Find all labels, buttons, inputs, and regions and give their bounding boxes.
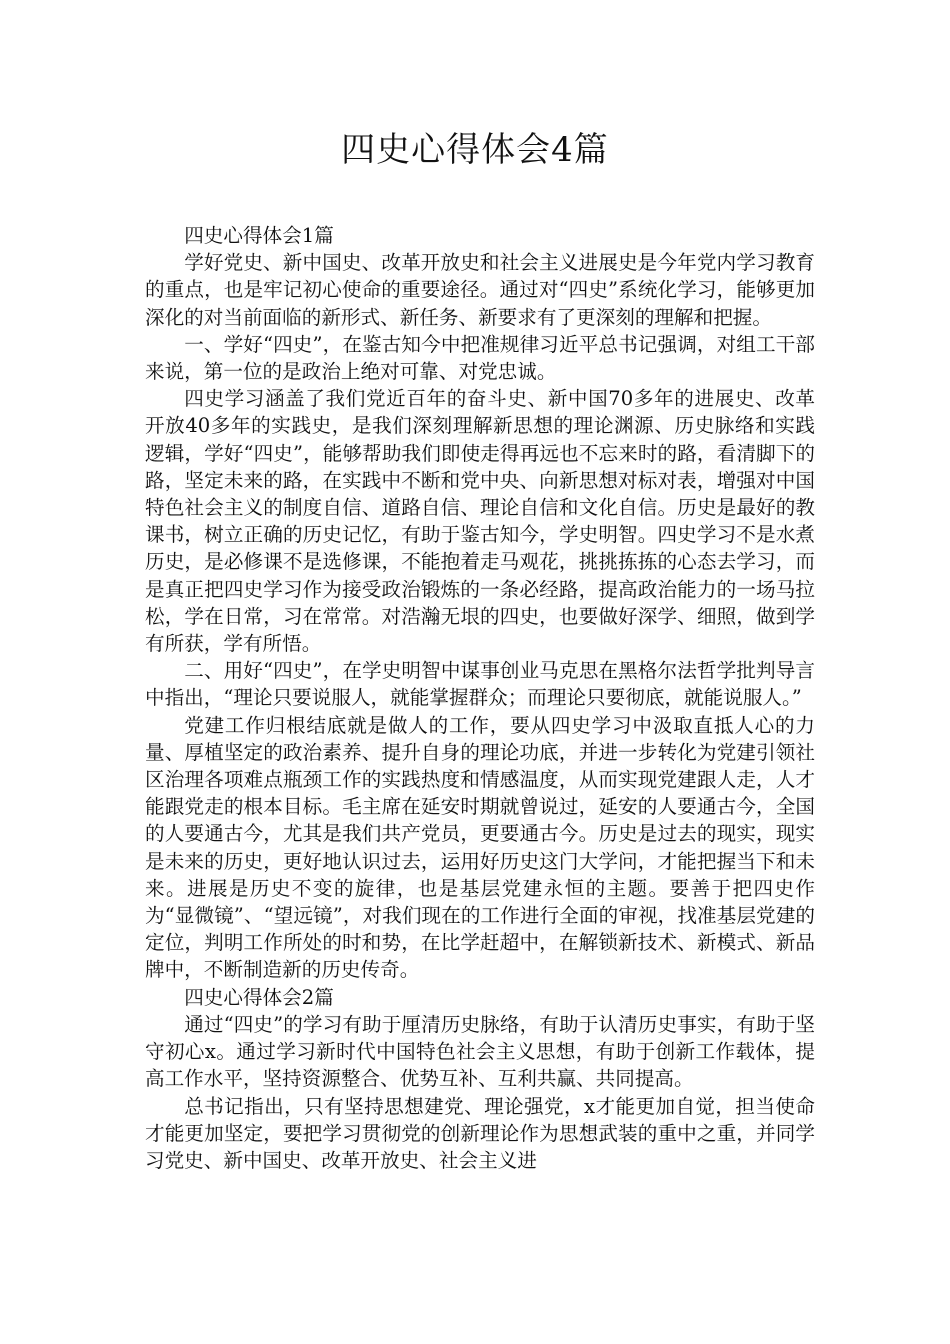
document-body — [145, 222, 815, 1174]
paragraph: 四史学习涵盖了我们党近百年的奋斗史、新中国70多年的进展史、改革开放40多年的实践史，是我们深刻理解新思想的理论渊源、历史脉络和实践逻辑，学好“四史”，能够帮助我们即使走得再远也不忘来时的路，看清脚下的路，坚定未来的路，在实践中不断和党中央、向新思想对标对表，增强对中国特色社会主义的制度自信、道路自信、理论自信和文化自信。历史是最好的教课书，树立正确的历史记忆，有助于鉴古知今，学史明智。四史学习不是水煮历史，是必修课不是选修课，不能抱着走马观花，挑挑拣拣的心态去学习，而是真正把四史学习作为接受政治锻炼的一条必经路，提高政治能力的一场马拉松，学在日常，习在常常。对浩瀚无垠的四史，也要做好深学、细照，做到学有所获，学有所悟。 — [145, 387, 815, 656]
document-title: 四史心得体会4篇 — [341, 130, 609, 170]
paragraph: 总书记指出，只有坚持思想建党、理论强党，x才能更加自觉，担当使命才能更加坚定，要把学习贯彻党的创新理论作为思想武装的重中之重，并同学习党史、新中国史、改革开放史、社会主义进 — [145, 1094, 815, 1172]
paragraph: 一、学好“四史”，在鉴古知今中把准规律习近平总书记强调，对组工干部来说，第一位的是政治上绝对可靠、对党忠诚。 — [145, 332, 815, 384]
paragraph: 党建工作归根结底就是做人的工作，要从四史学习中汲取直抵人心的力量、厚植坚定的政治素养、提升自身的理论功底，并进一步转化为党建引领社区治理各项难点瓶颈工作的实践热度和情感温度，从而实现党建跟人走，人才能跟党走的根本目标。毛主席在延安时期就曾说过，延安的人要通古今，全国的人要通古今，尤其是我们共产党员，更要通古今。历史是过去的现实，现实是未来的历史，更好地认识过去，运用好历史这门大学问，才能把握当下和未来。进展是历史不变的旋律，也是基层党建永恒的主题。要善于把四史作为“显微镜”、“望远镜”，对我们现在的工作进行全面的审视，找准基层党建的定位，判明工作所处的时和势，在比学赶超中，在解锁新技术、新模式、新品牌中，不断制造新的历史传奇。 — [145, 713, 815, 982]
section-heading-2: 四史心得体会2篇 — [184, 985, 334, 1009]
section-heading-1: 四史心得体会1篇 — [184, 224, 334, 247]
paragraph: 二、用好“四史”，在学史明智中谋事创业马克思在黑格尔法哲学批判导言中指出，“理论只要说服人，就能掌握群众；而理论只要彻底，就能说服人。” — [145, 659, 815, 710]
paragraph: 通过“四史”的学习有助于厘清历史脉络，有助于认清历史事实，有助于坚守初心x。通过学习新时代中国特色社会主义思想，有助于创新工作载体，提高工作水平，坚持资源整合、优势互补、互利共赢、共同提高。 — [145, 1012, 815, 1091]
paragraph: 学好党史、新中国史、改革开放史和社会主义进展史是今年党内学习教育的重点，也是牢记初心使命的重要途径。通过对“四史”系统化学习，能够更加深化的对当前面临的新形式、新任务、新要求有了更深刻的理解和把握。 — [145, 251, 815, 329]
